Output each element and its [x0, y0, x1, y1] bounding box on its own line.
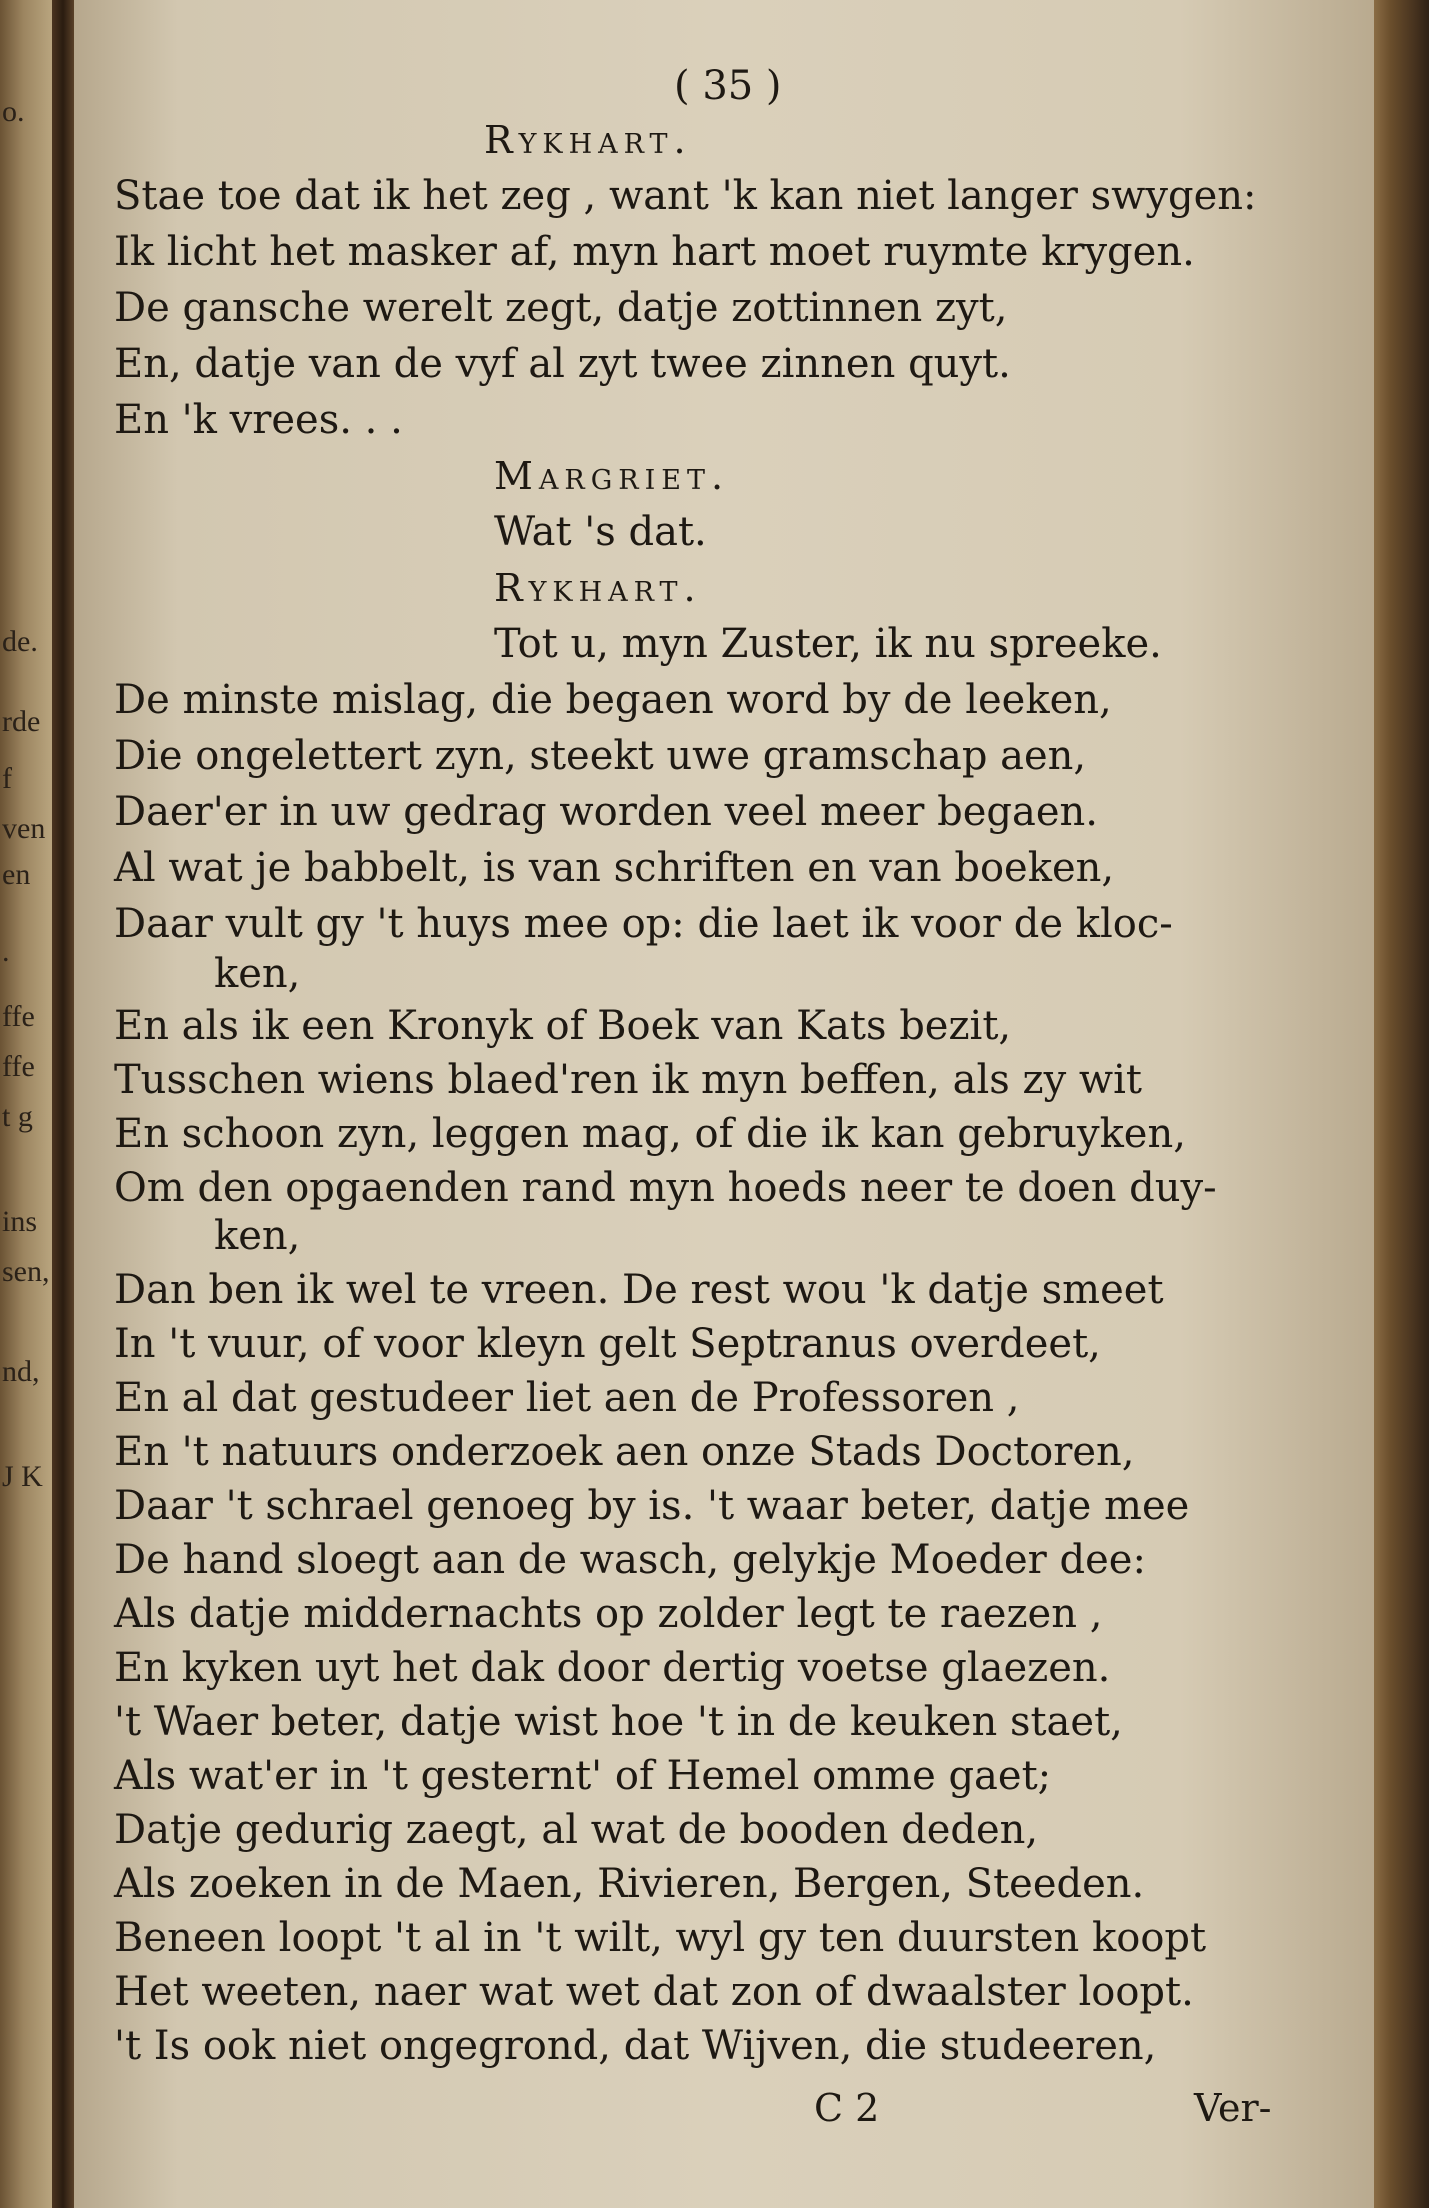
left-page-fragment: nd,: [2, 1355, 40, 1388]
book-page: [74, 0, 1374, 2208]
left-page-fragment: de.: [2, 625, 38, 658]
verse-line: En 'k vrees. . .: [114, 397, 403, 443]
verse-line: Datje gedurig zaegt, al wat de booden deden,: [114, 1807, 1039, 1853]
verse-line: Tot u, myn Zuster, ik nu spreeke.: [494, 621, 1162, 667]
verse-line: Dan ben ik wel te vreen. De rest wou 'k datje smeet: [114, 1267, 1164, 1313]
verse-line: Het weeten, naer wat wet dat zon of dwaalster loopt.: [114, 1969, 1194, 2015]
verse-line: En kyken uyt het dak door dertig voetse glaezen.: [114, 1645, 1111, 1691]
verse-line: Daar vult gy 't huys mee op: die laet ik voor de kloc-: [114, 901, 1173, 947]
left-page-fragment: .: [2, 935, 10, 968]
speaker-heading: Margriet.: [494, 454, 730, 498]
verse-line: De hand sloegt aan de wasch, gelykje Moeder dee:: [114, 1537, 1146, 1583]
verse-line: ken,: [214, 1213, 301, 1259]
catchword: Ver-: [1194, 2086, 1272, 2130]
left-page-fragment: ffe: [2, 1000, 35, 1033]
left-page-fragment: ins: [2, 1205, 38, 1238]
verse-line: 't Is ook niet ongegrond, dat Wijven, die studeeren,: [114, 2023, 1157, 2069]
verse-line: 't Waer beter, datje wist hoe 't in de keuken staet,: [114, 1699, 1123, 1745]
right-page-edges: [1374, 0, 1429, 2208]
verse-line: Als zoeken in de Maen, Rivieren, Bergen, Steeden.: [114, 1861, 1145, 1907]
signature-mark: C 2: [814, 2086, 880, 2130]
verse-line: Die ongelettert zyn, steekt uwe gramschap aen,: [114, 733, 1087, 779]
verse-line: In 't vuur, of voor kleyn gelt Septranus overdeet,: [114, 1321, 1101, 1367]
left-page-fragment: J K: [2, 1460, 43, 1493]
page-number: ( 35 ): [674, 63, 782, 109]
left-page-fragment: sen,: [2, 1255, 50, 1288]
verse-line: Stae toe dat ik het zeg , want 'k kan niet langer swygen:: [114, 173, 1257, 219]
verse-line: De gansche werelt zegt, datje zottinnen zyt,: [114, 285, 1008, 331]
verse-line: Beneen loopt 't al in 't wilt, wyl gy ten duursten koopt: [114, 1915, 1207, 1961]
verse-line: Daer'er in uw gedrag worden veel meer begaen.: [114, 789, 1099, 835]
book-gutter: [52, 0, 74, 2208]
verse-line: En schoon zyn, leggen mag, of die ik kan gebruyken,: [114, 1111, 1186, 1157]
verse-line: Ik licht het masker af, myn hart moet ruymte krygen.: [114, 229, 1195, 275]
verse-line: Daar 't schrael genoeg by is. 't waar beter, datje mee: [114, 1483, 1190, 1529]
verse-line: En als ik een Kronyk of Boek van Kats bezit,: [114, 1003, 1012, 1049]
verse-line: Wat 's dat.: [494, 509, 707, 555]
verse-line: En 't natuurs onderzoek aen onze Stads Doctoren,: [114, 1429, 1135, 1475]
left-page-fragment: ffe: [2, 1050, 35, 1083]
verse-line: En, datje van de vyf al zyt twee zinnen quyt.: [114, 341, 1011, 387]
left-page-fragment: en: [2, 858, 31, 891]
left-page-fragment: f: [2, 762, 12, 795]
verse-line: Als wat'er in 't gesternt' of Hemel omme gaet;: [114, 1753, 1052, 1799]
left-page-edge: [0, 0, 52, 2208]
left-page-fragment: o.: [2, 95, 25, 128]
verse-line: Om den opgaenden rand myn hoeds neer te doen duy-: [114, 1165, 1217, 1211]
left-page-fragment: ven: [2, 812, 46, 845]
left-page-fragment: t g: [2, 1100, 33, 1133]
verse-line: En al dat gestudeer liet aen de Professoren ,: [114, 1375, 1020, 1421]
verse-line: De minste mislag, die begaen word by de leeken,: [114, 677, 1112, 723]
verse-line: Als datje middernachts op zolder legt te raezen ,: [114, 1591, 1103, 1637]
left-page-fragment: rde: [2, 705, 41, 738]
speaker-heading: Rykhart.: [494, 566, 702, 610]
speaker-heading: Rykhart.: [484, 118, 692, 162]
verse-line: ken,: [214, 951, 301, 997]
verse-line: Tusschen wiens blaed'ren ik myn beffen, als zy wit: [114, 1057, 1142, 1103]
verse-line: Al wat je babbelt, is van schriften en van boeken,: [114, 845, 1115, 891]
